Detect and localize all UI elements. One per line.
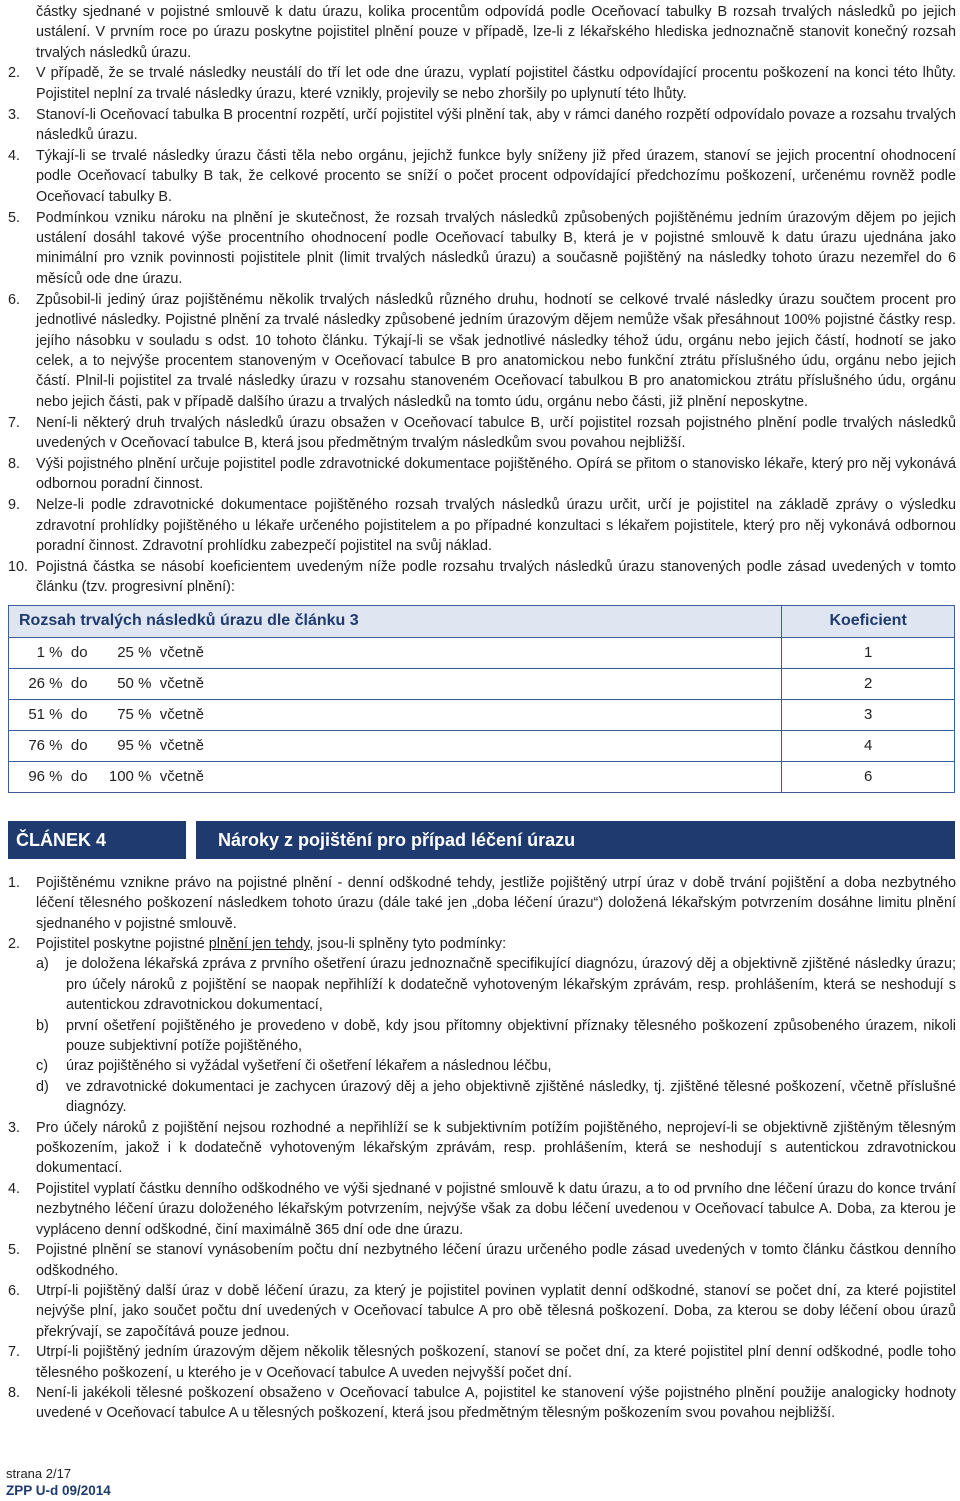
- article3-list: [8, 63, 956, 598]
- item-number: 6.: [8, 1282, 21, 1299]
- item-number: 7.: [8, 1344, 21, 1361]
- item-text: Pojistné plnění se stanoví vynásobením počtu dní nezbytného léčení úrazu určeného podle zásad uvedených v tomto článku částkou denního odškodného.: [36, 1242, 956, 1279]
- sub-item-letter: c): [36, 1058, 48, 1075]
- item-number: 5.: [8, 209, 21, 226]
- item-number: 5.: [8, 1242, 21, 1259]
- item-text: Není-li jakékoli tělesné poškození obsaženo v Oceňovací tabulce A, pojistitel ke stanovení výše pojistného plnění použije analogicky hodnoty uvedené v Oceňovací tabulce A u tělesných poškození, která jsou předmětným tělesným poškozením svou povahou nejbližší.: [36, 1384, 956, 1422]
- item-text: Nelze-li podle zdravotnické dokumentace pojištěného rozsah trvalých následků úrazu určit, určí je pojistitel na základě zprávy o výsledku zdravotní prohlídky pojištěného u lékaře určeného pojistitelem a po případné konzultaci s lékařem pojistitele, který pro něj vykonává odbornou poradní činnost. Zdravotní prohlídku zabezpečí pojistitel na svůj náklad.: [36, 497, 956, 555]
- header-coefficient: Koeficient: [782, 605, 955, 637]
- item-text: Není-li některý druh trvalých následků úrazu obsažen v Oceňovací tabulce B, určí pojistitel rozsah pojistného plnění podle trvalých následků uvedených v Oceňovací tabulce B, která jsou předmětným trvalým následkům svou povahou nejbližší.: [36, 414, 956, 452]
- list-item: [8, 1383, 956, 1424]
- list-item: [8, 413, 956, 454]
- article-heading: [8, 821, 955, 859]
- item-text: Pojištěnému vznikne právo na pojistné plnění - denní odškodné tehdy, jestliže pojištěný utrpí úraz v době trvání pojištění a doba nezbytného léčení tělesného poškození následkem tohoto úrazu (dále také jen „doba léčení úrazu“) doložená lékařským potvrzením dosáhne limitu plnění sjednaného v pojistné smlouvě.: [36, 874, 956, 932]
- list-item: [8, 873, 956, 934]
- item-number: 8.: [8, 1384, 21, 1401]
- coefficient-table: [8, 605, 955, 793]
- item-text: Výši pojistného plnění určuje pojistitel podle zdravotnické dokumentace pojištěného. Opírá se přitom o stanovisko lékaře, který pro něj vykonává odbornou poradní činnost.: [36, 455, 956, 493]
- coefficient-cell: 2: [782, 668, 955, 699]
- article-label: ČLÁNEK 4: [8, 821, 186, 859]
- item-text: Pro účely nároků z pojištění nejsou rozhodné a nepřihlíží se k subjektivním potížím pojištěného, neprojeví-li se objektivně zjištěným tělesným poškozením, jakož i k dodatečně vyhotoveným lékařským zprávám, resp. prohlášením, která se neshodují s autentickou zdravotnickou dokumentací.: [36, 1119, 956, 1177]
- sub-item-text: úraz pojištěného si vyžádal vyšetření či ošetření lékařem a následnou léčbu,: [66, 1058, 552, 1075]
- sub-item-letter: b): [36, 1017, 49, 1034]
- item-text: Stanoví-li Oceňovací tabulka B procentní rozpětí, určí pojistitel výši plnění tak, aby v rámci daného rozpětí odpovídalo povaze a rozsahu trvalých následků úrazu.: [36, 106, 956, 143]
- item-number: 7.: [8, 414, 21, 431]
- item-text: Pojistitel poskytne pojistné plnění jen tehdy, jsou-li splněny tyto podmínky:: [36, 936, 507, 952]
- list-item: [8, 146, 956, 207]
- item-number: 10.: [8, 558, 29, 575]
- item-number: 2.: [8, 936, 21, 952]
- list-item: [8, 934, 956, 954]
- range-cell: 76 % do 95 % včetně: [9, 730, 782, 761]
- list-item: [8, 1342, 956, 1383]
- table-row: [9, 699, 955, 730]
- list-item: [8, 1118, 956, 1179]
- item-number: 3.: [8, 1119, 21, 1136]
- sub-item-letter: a): [36, 956, 49, 973]
- underlined-phrase: plnění jen tehdy: [208, 936, 310, 952]
- sub-item-text: první ošetření pojištěného je provedeno v době, kdy jsou přítomny objektivní příznaky tělesného poškození způsobeného úrazem, nikoli pouze subjektivní potíže pojištěného,: [66, 1017, 956, 1055]
- coefficient-cell: 6: [782, 761, 955, 792]
- article-title: Nároky z pojištění pro případ léčení úrazu: [196, 821, 955, 859]
- list-item: [8, 1281, 956, 1342]
- item-text: Pojistná částka se násobí koeficientem uvedeným níže podle rozsahu trvalých následků úrazu stanovených podle zásad uvedených v tomto článku (tzv. progresivní plnění):: [36, 558, 956, 596]
- item-text: Týkají-li se trvalé následky úrazu části těla nebo orgánu, jejichž funkce byly sníženy již před úrazem, stanoví se jejich procentní ohodnocení podle Oceňovací tabulky B tak, že celkové procento se sníží o počet procent odpovídající předchozímu poškození, určenému rovněž podle Oceňovací tabulky B.: [36, 147, 956, 205]
- intro-paragraph: částky sjednané v pojistné smlouvě k datu úrazu, kolika procentům odpovídá podle Oceňovací tabulky B rozsah trvalých následků po jejich ustálení. V prvním roce po úrazu poskytne pojistitel plnění pouze v případě, lze-li z lékařského hlediska jednoznačně stanovit konečný rozsah trvalých následků úrazu.: [36, 4, 956, 61]
- coefficient-cell: 1: [782, 637, 955, 668]
- range-cell: 26 % do 50 % včetně: [9, 668, 782, 699]
- list-item: [8, 1179, 956, 1240]
- item-number: 6.: [8, 291, 21, 308]
- list-item: [8, 1240, 956, 1281]
- sub-list-item: [36, 1077, 956, 1118]
- table-row: [9, 761, 955, 792]
- item-text: Způsobil-li jediný úraz pojištěnému několik trvalých následků různého druhu, hodnotí se celkové trvalé následky úrazu součtem procent pro jednotlivé následky. Pojistné plnění za trvalé následky způsobené jedním úrazovým dějem nemůže však přesáhnout 100% pojistné částky resp. jejího násobku v souladu s odst. 10 tohoto článku. Týkají-li se však jednotlivé následky téhož údu, orgánu nebo jejich částí, hodnotí se jako celek, a to nejvýše procentem stanoveným v Oceňovací tabulce B pro anatomickou nebo funkční ztrátu příslušného údu, orgánu nebo jejich částí. Plnil-li pojistitel za trvalé následky úrazu v rozsahu stanoveném Oceňovací tabulkou B pro anatomickou ztrátu příslušného údu, orgánu nebo jejich části, pak v případě dalšího úrazu a trvalých následků na tomto údu, orgánu nebo části, již plnění neposkytne.: [36, 291, 956, 410]
- item-text: V případě, že se trvalé následky neustálí do tří let ode dne úrazu, vyplatí pojistitel částku odpovídající procentu poškození na konci této lhůty. Pojistitel neplní za trvalé následky úrazu, které vznikly, projevily se nebo zhoršily po uplynutí této lhůty.: [36, 65, 956, 102]
- list-item: [8, 105, 956, 146]
- item-number: 8.: [8, 455, 21, 472]
- item-number: 1.: [8, 874, 21, 891]
- item-text: Podmínkou vzniku nároku na plnění je skutečnost, že rozsah trvalých následků způsobených pojištěnému jedním úrazovým dějem po jejich ustálení dosáhl takové výše procentního ohodnocení podle Oceňovací tabulky B, která je v pojistné smlouvě k datu úrazu ujednána jako minimální pro vznik povinnosti pojistitele plnit (limit trvalých následků úrazu) a současně pojištěný na následky tohoto úrazu nezemřel do 6 měsíců ode dne úrazu.: [36, 209, 956, 287]
- coefficient-cell: 3: [782, 699, 955, 730]
- range-cell: 96 % do 100 % včetně: [9, 761, 782, 792]
- sub-list-item: [36, 1016, 956, 1057]
- range-cell: 51 % do 75 % včetně: [9, 699, 782, 730]
- table-header-row: [9, 605, 955, 637]
- item-text: Utrpí-li pojištěný jedním úrazovým dějem několik tělesných poškození, stanoví se počet dní, za které pojistitel plní denní odškodné, podle toho tělesného poškození, u kterého je v Oceňovací tabulce A uveden nejvyšší počet dní.: [36, 1344, 956, 1381]
- list-item: [8, 63, 956, 104]
- sub-item-text: je doložena lékařská zpráva z prvního ošetření úrazu jednoznačně specifikující diagnózu, úrazový děj a objektivně zjištěné následky úrazu; pro účely nároků z pojištění se naopak nepřihlíží k dodatečně vyhotoveným lékařským zprávám, resp. prohlášením, která se neshodují s autentickou zdravotnickou dokumentací,: [66, 956, 956, 1014]
- sub-item-letter: d): [36, 1078, 49, 1095]
- item-number: 4.: [8, 1180, 21, 1197]
- item-number: 9.: [8, 497, 21, 514]
- item-number: 4.: [8, 147, 21, 164]
- page-number: strana 2/17: [6, 1466, 72, 1481]
- table-row: [9, 637, 955, 668]
- page-footer: [6, 1466, 111, 1499]
- sub-list-item: [36, 1056, 956, 1076]
- sub-item-text: ve zdravotnické dokumentaci je zachycen úrazový děj a jeho objektivně zjištěné následky, tj. zjištěné tělesné poškození, včetně příslušné diagnózy.: [66, 1078, 956, 1116]
- document-page: [8, 2, 956, 1424]
- table-row: [9, 730, 955, 761]
- article4-list: [8, 873, 956, 1424]
- item-text: Utrpí-li pojištěný další úraz v době léčení úrazu, za který je pojistitel povinen vyplatit denní odškodné, stanoví se počet dní, za které pojistitel nejvýše plní, jako součet počtu dní uvedených v Oceňovací tabulce A pro obě tělesná poškození. Doba, za kterou se doby léčení obou úrazů překrývají, se započítává pouze jednou.: [36, 1282, 956, 1340]
- table-row: [9, 668, 955, 699]
- item-text: Pojistitel vyplatí částku denního odškodného ve výši sjednané v pojistné smlouvě k datu úrazu, a to od prvního dne léčení úrazu do konce trvání nezbytného léčení úrazu doloženého lékařským potvrzením, nejvýše však za dobu léčení uvedenou v Oceňovací tabulce A. Doba, za kterou je vypláceno denní odškodné, činí maximálně 365 dní ode dne úrazu.: [36, 1180, 956, 1238]
- item-number: 3.: [8, 106, 21, 123]
- list-item: [8, 557, 956, 598]
- coefficient-cell: 4: [782, 730, 955, 761]
- document-code: ZPP U-d 09/2014: [6, 1483, 111, 1498]
- range-cell: 1 % do 25 % včetně: [9, 637, 782, 668]
- sub-list-item: [36, 954, 956, 1015]
- list-item: [8, 208, 956, 290]
- header-range: Rozsah trvalých následků úrazu dle článku 3: [9, 605, 782, 637]
- list-item: [8, 454, 956, 495]
- sub-list: [8, 954, 956, 1117]
- item-number: 2.: [8, 65, 21, 82]
- list-item: [8, 495, 956, 556]
- list-item: [8, 290, 956, 412]
